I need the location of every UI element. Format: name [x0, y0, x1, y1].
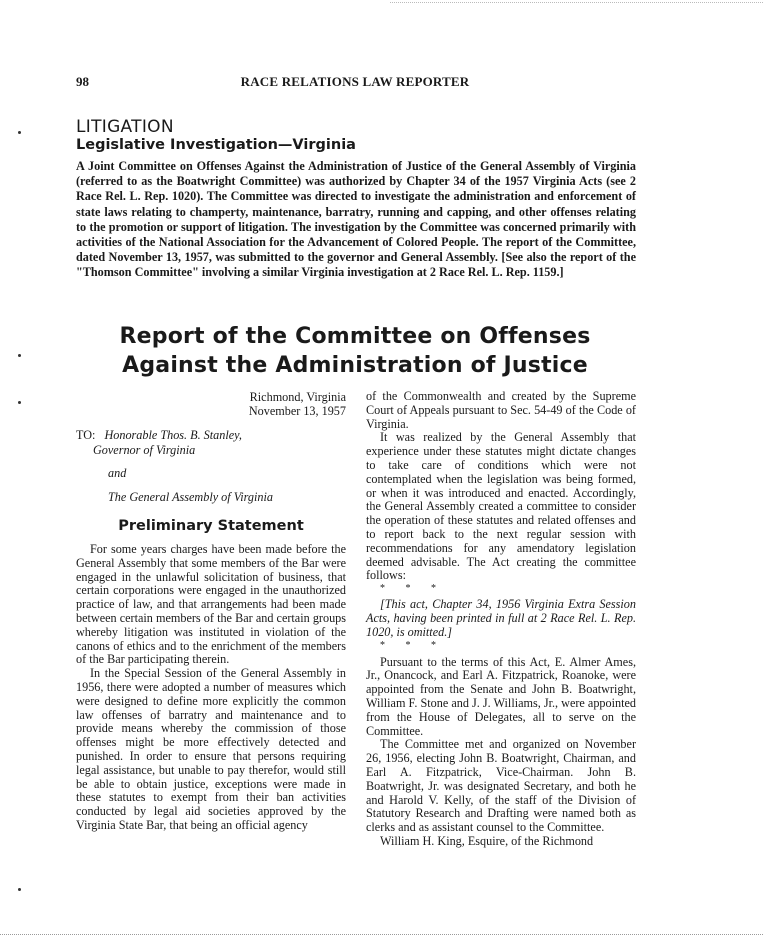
scan-speck [18, 888, 21, 891]
paragraph-continuation: of the Commonwealth and created by the Supreme Court of Appeals pursuant to Sec. 54-49 of the Code of Virginia. [366, 389, 636, 431]
scan-speck [18, 131, 21, 134]
section-subtitle: Legislative Investigation—Virginia [76, 137, 356, 153]
running-head: RACE RELATIONS LAW REPORTER [240, 74, 470, 89]
addressee-office: Governor of Virginia [93, 442, 196, 457]
scan-edge-bottom [0, 934, 763, 935]
headnote: A Joint Committee on Offenses Against the Administration of Justice of the General Assembly of Virginia (referred to as the Boatwright Committee) was authorized by Chapter 34 of the 1957 Virginia Acts (see 2 Race Rel. L. Rep. 1020). The Committee was directed to investigate the administration and enforcement of state laws relating to champerty, maintenance, barratry, running and capping, and other offenses relating to the promotion or support of litigation. The investigation by the Committee was concerned primarily with activities of the National Association for the Advancement of Colored People. The report of the Committee, dated November 13, 1957, was submitted to the governor and General Assembly. [See also the report of the "Thomson Committee" involving a similar Virginia investigation at 2 Race Rel. L. Rep. 1159.] [76, 159, 636, 280]
addressee-block [76, 428, 346, 504]
addressee-assembly: The General Assembly of Virginia [108, 489, 273, 504]
paragraph: In the Special Session of the General Assembly in 1956, there were adopted a number of measures which were designed to define more explicitly the common law offenses of barratry and maintenance and to provide means whereby the commission of those offenses might be more effectively detected and punished. In order to ensure that persons requiring legal assistance, but unable to pay therefor, would still be able to obtain justice, exceptions were made in these statutes to exempt from their ban activities conducted by legal aid societies approved by the Virginia State Bar, that being an official agency [76, 666, 346, 832]
report-title-line-2: Against the Administration of Justice [122, 353, 588, 378]
section-title: LITIGATION [76, 117, 174, 137]
omitted-note: [This act, Chapter 34, 1956 Virginia Extra Session Acts, having been printed in full at 2 Race Rel. L. Rep. 1020, is omitted.] [366, 597, 636, 639]
paragraph: Pursuant to the terms of this Act, E. Almer Ames, Jr., Onancock, and Earl A. Fitzpatrick, Roanoke, were appointed from the Senate and John B. Boatwright, William F. Stone and J. J. Williams, Jr., were appointed from the House of Delegates, all to serve on the Committee. [366, 654, 636, 738]
right-column [366, 390, 636, 849]
paragraph: The Committee met and organized on November 26, 1956, electing John B. Boatwright, Chairman, and Earl A. Fitzpatrick, Vice-Chairman. John B. Boatwright, Jr. was designated Secretary, and both he and Harold V. Kelly, of the staff of the Division of Statutory Research and Drafting were named both as clerks and as assistant counsel to the Committee. [366, 737, 636, 835]
paragraph: William H. King, Esquire, of the Richmond [380, 833, 594, 848]
report-title [0, 322, 710, 380]
dateline-place: Richmond, Virginia [249, 390, 346, 404]
scan-speck [18, 401, 21, 404]
ellipsis-stars: * * * [380, 583, 445, 595]
dateline [200, 390, 346, 418]
addressee-name: Honorable Thos. B. Stanley, [104, 428, 242, 442]
scan-edge-top [390, 2, 763, 3]
left-column [76, 543, 346, 833]
preliminary-statement-heading: Preliminary Statement [118, 518, 304, 534]
ellipsis-stars: * * * [380, 639, 445, 651]
addressee-to-label: TO: [76, 428, 96, 442]
dateline-date: November 13, 1957 [248, 404, 346, 418]
page-number: 98 [76, 74, 89, 89]
addressee-and: and [108, 466, 127, 480]
paragraph: For some years charges have been made before the General Assembly that some members of the Bar were engaged in the unlawful solicitation of business, that certain corporations were engaged in the unauthorized practice of law, and that arrangements had been made between certain members of the Bar and certain groups whereby litigation was instituted in violation of the canons of ethics and to the enrichment of the members of the Bar participating therein. [76, 542, 346, 667]
paragraph: It was realized by the General Assembly that experience under these statutes might dictate changes to take care of conditions which were not contemplated when the legislation was being formed, or when it was introduced and enacted. Accordingly, the General Assembly created a committee to consider the operation of these statutes and related offenses and to report back to the next regular session with recommendations for any amendatory legislation deemed advisable. The Act creating the committee follows: [366, 430, 636, 583]
report-title-line-1: Report of the Committee on Offenses [119, 324, 591, 349]
